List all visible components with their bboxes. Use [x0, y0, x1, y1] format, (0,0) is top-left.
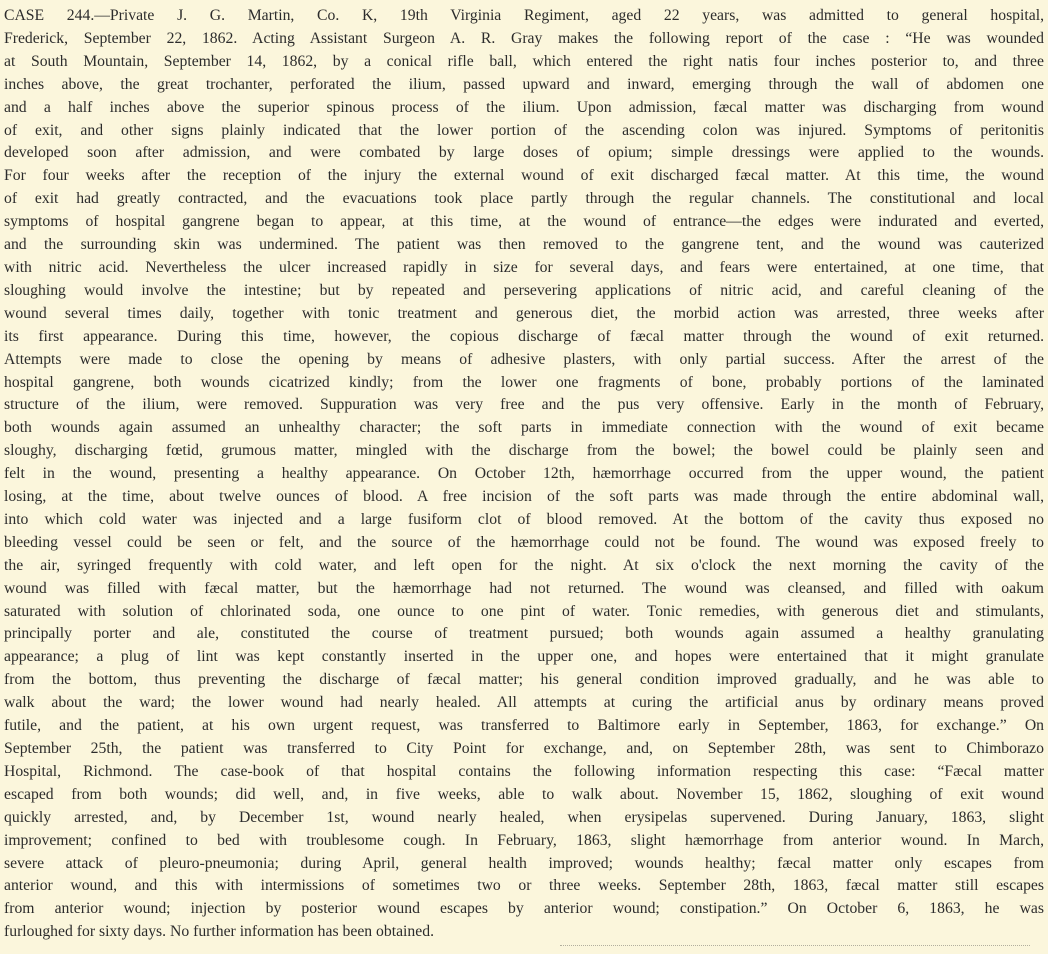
text-line: Attempts were made to close the opening by means of adhesive plasters, with only partial success. After the arrest of the [4, 350, 1044, 368]
text-line: and a half inches above the superior spinous process of the ilium. Upon admission, fæcal matter was discharging from wound [4, 98, 1044, 116]
text-line: hospital gangrene, both wounds cicatrized kindly; from the lower one fragments of bone, probably portions of the laminated [4, 373, 1044, 391]
text-line: quickly arrested, and, by December 1st, wound nearly healed, when erysipelas supervened. During January, 1863, slight [4, 808, 1044, 826]
text-line: its first appearance. During this time, however, the copious discharge of fæcal matter through the wound of exit returned. [4, 327, 1044, 345]
text-line: wound several times daily, together with tonic treatment and generous diet, the morbid action was arrested, three weeks after [4, 304, 1044, 322]
text-line: and the surrounding skin was undermined. The patient was then removed to the gangrene tent, and the wound was cauterized [4, 236, 1044, 254]
text-line: from anterior wound; injection by posterior wound escapes by anterior wound; constipation.” On October 6, 1863, he was [4, 900, 1044, 918]
text-line: symptoms of hospital gangrene began to appear, at this time, at the wound of entrance—the edges were indurated and everted, [4, 213, 1044, 231]
text-line: inches above, the great trochanter, perforated the ilium, passed upward and inward, emerging through the wall of abdomen one [4, 75, 1044, 93]
text-line: felt in the wound, presenting a healthy appearance. On October 12th, hæmorrhage occurred from the upper wound, the patient [4, 465, 1044, 483]
text-line: severe attack of pleuro-pneumonia; during April, general health improved; wounds healthy; fæcal matter only escapes from [4, 854, 1044, 872]
text-line: walk about the ward; the lower wound had nearly healed. All attempts at curing the artificial anus by ordinary means proved [4, 694, 1044, 712]
text-line: CASE 244.—Private J. G. Martin, Co. K, 19th Virginia Regiment, aged 22 years, was admitted to general hospital, [4, 7, 1044, 24]
text-line: from the bottom, thus preventing the discharge of fæcal matter; his general condition improved gradually, and he was able to [4, 671, 1044, 689]
text-line: improvement; confined to bed with troublesome cough. In February, 1863, slight hæmorrhage from anterior wound. In March, [4, 831, 1044, 849]
text-line: bleeding vessel could be seen or felt, and the source of the hæmorrhage could not be found. The wound was exposed freely to [4, 533, 1044, 551]
text-line: escaped from both wounds; did well, and, in five weeks, able to walk about. November 15, 1862, sloughing of exit wound [4, 785, 1044, 803]
text-line: into which cold water was injected and a large fusiform clot of blood removed. At the bottom of the cavity thus exposed no [4, 510, 1044, 528]
text-line: losing, at the time, about twelve ounces of blood. A free incision of the soft parts was made through the entire abdominal wall, [4, 488, 1044, 506]
cropped-next-line [560, 945, 1030, 954]
text-line: principally porter and ale, constituted the course of treatment pursued; both wounds again assumed a healthy granulating [4, 625, 1044, 643]
text-line: sloughy, discharging fœtid, grumous matter, mingled with the discharge from the bowel; the bowel could be plainly seen and [4, 442, 1044, 460]
text-line: of exit, and other signs plainly indicated that the lower portion of the ascending colon was injured. Symptoms of peritonitis [4, 121, 1044, 139]
text-line: developed soon after admission, and were combated by large doses of opium; simple dressings were applied to the wounds. [4, 144, 1044, 162]
text-line: September 25th, the patient was transferred to City Point for exchange, and, on September 28th, was sent to Chimborazo [4, 740, 1044, 757]
case-report-paragraph [4, 5, 1044, 944]
text-line: structure of the ilium, were removed. Suppuration was very free and the pus very offensive. Early in the month of February, [4, 396, 1044, 414]
text-line: saturated with solution of chlorinated soda, one ounce to one pint of water. Tonic remedies, with generous diet and stimulants, [4, 602, 1044, 620]
text-line: appearance; a plug of lint was kept constantly inserted in the upper one, and hopes were entertained that it might granulate [4, 648, 1044, 666]
text-line: anterior wound, and this with intermissions of sometimes two or three weeks. September 28th, 1863, fæcal matter still escapes [4, 877, 1044, 895]
text-line: For four weeks after the reception of the injury the external wound of exit discharged fæcal matter. At this time, the wound [4, 167, 1044, 185]
text-line: Hospital, Richmond. The case-book of that hospital contains the following information respecting this case: “Fæcal matter [4, 762, 1044, 780]
text-line: both wounds again assumed an unhealthy character; the soft parts in immediate connection with the wound of exit became [4, 419, 1044, 437]
text-line: at South Mountain, September 14, 1862, by a conical rifle ball, which entered the right natis four inches posterior to, and three [4, 52, 1044, 70]
text-line: Frederick, September 22, 1862. Acting Assistant Surgeon A. R. Gray makes the following report of the case : “He was wounded [4, 29, 1044, 47]
text-line: of exit had greatly contracted, and the evacuations took place partly through the regular channels. The constitutional and local [4, 190, 1044, 208]
text-line: futile, and the patient, at his own urgent request, was transferred to Baltimore early in September, 1863, for exchange.” On [4, 717, 1044, 735]
text-line: wound was filled with fæcal matter, but the hæmorrhage had not returned. The wound was cleansed, and filled with oakum [4, 579, 1044, 597]
text-line: with nitric acid. Nevertheless the ulcer increased rapidly in size for several days, and fears were entertained, at one time, that [4, 258, 1044, 276]
text-line: sloughing would involve the intestine; but by repeated and persevering applications of nitric acid, and careful cleaning of the [4, 281, 1044, 299]
text-line: furloughed for sixty days. No further information has been obtained. [4, 923, 434, 941]
cropped-previous-line [330, 0, 490, 4]
text-line: the air, syringed frequently with cold water, and left open for the night. At six o'clock the next morning the cavity of the [4, 556, 1044, 574]
